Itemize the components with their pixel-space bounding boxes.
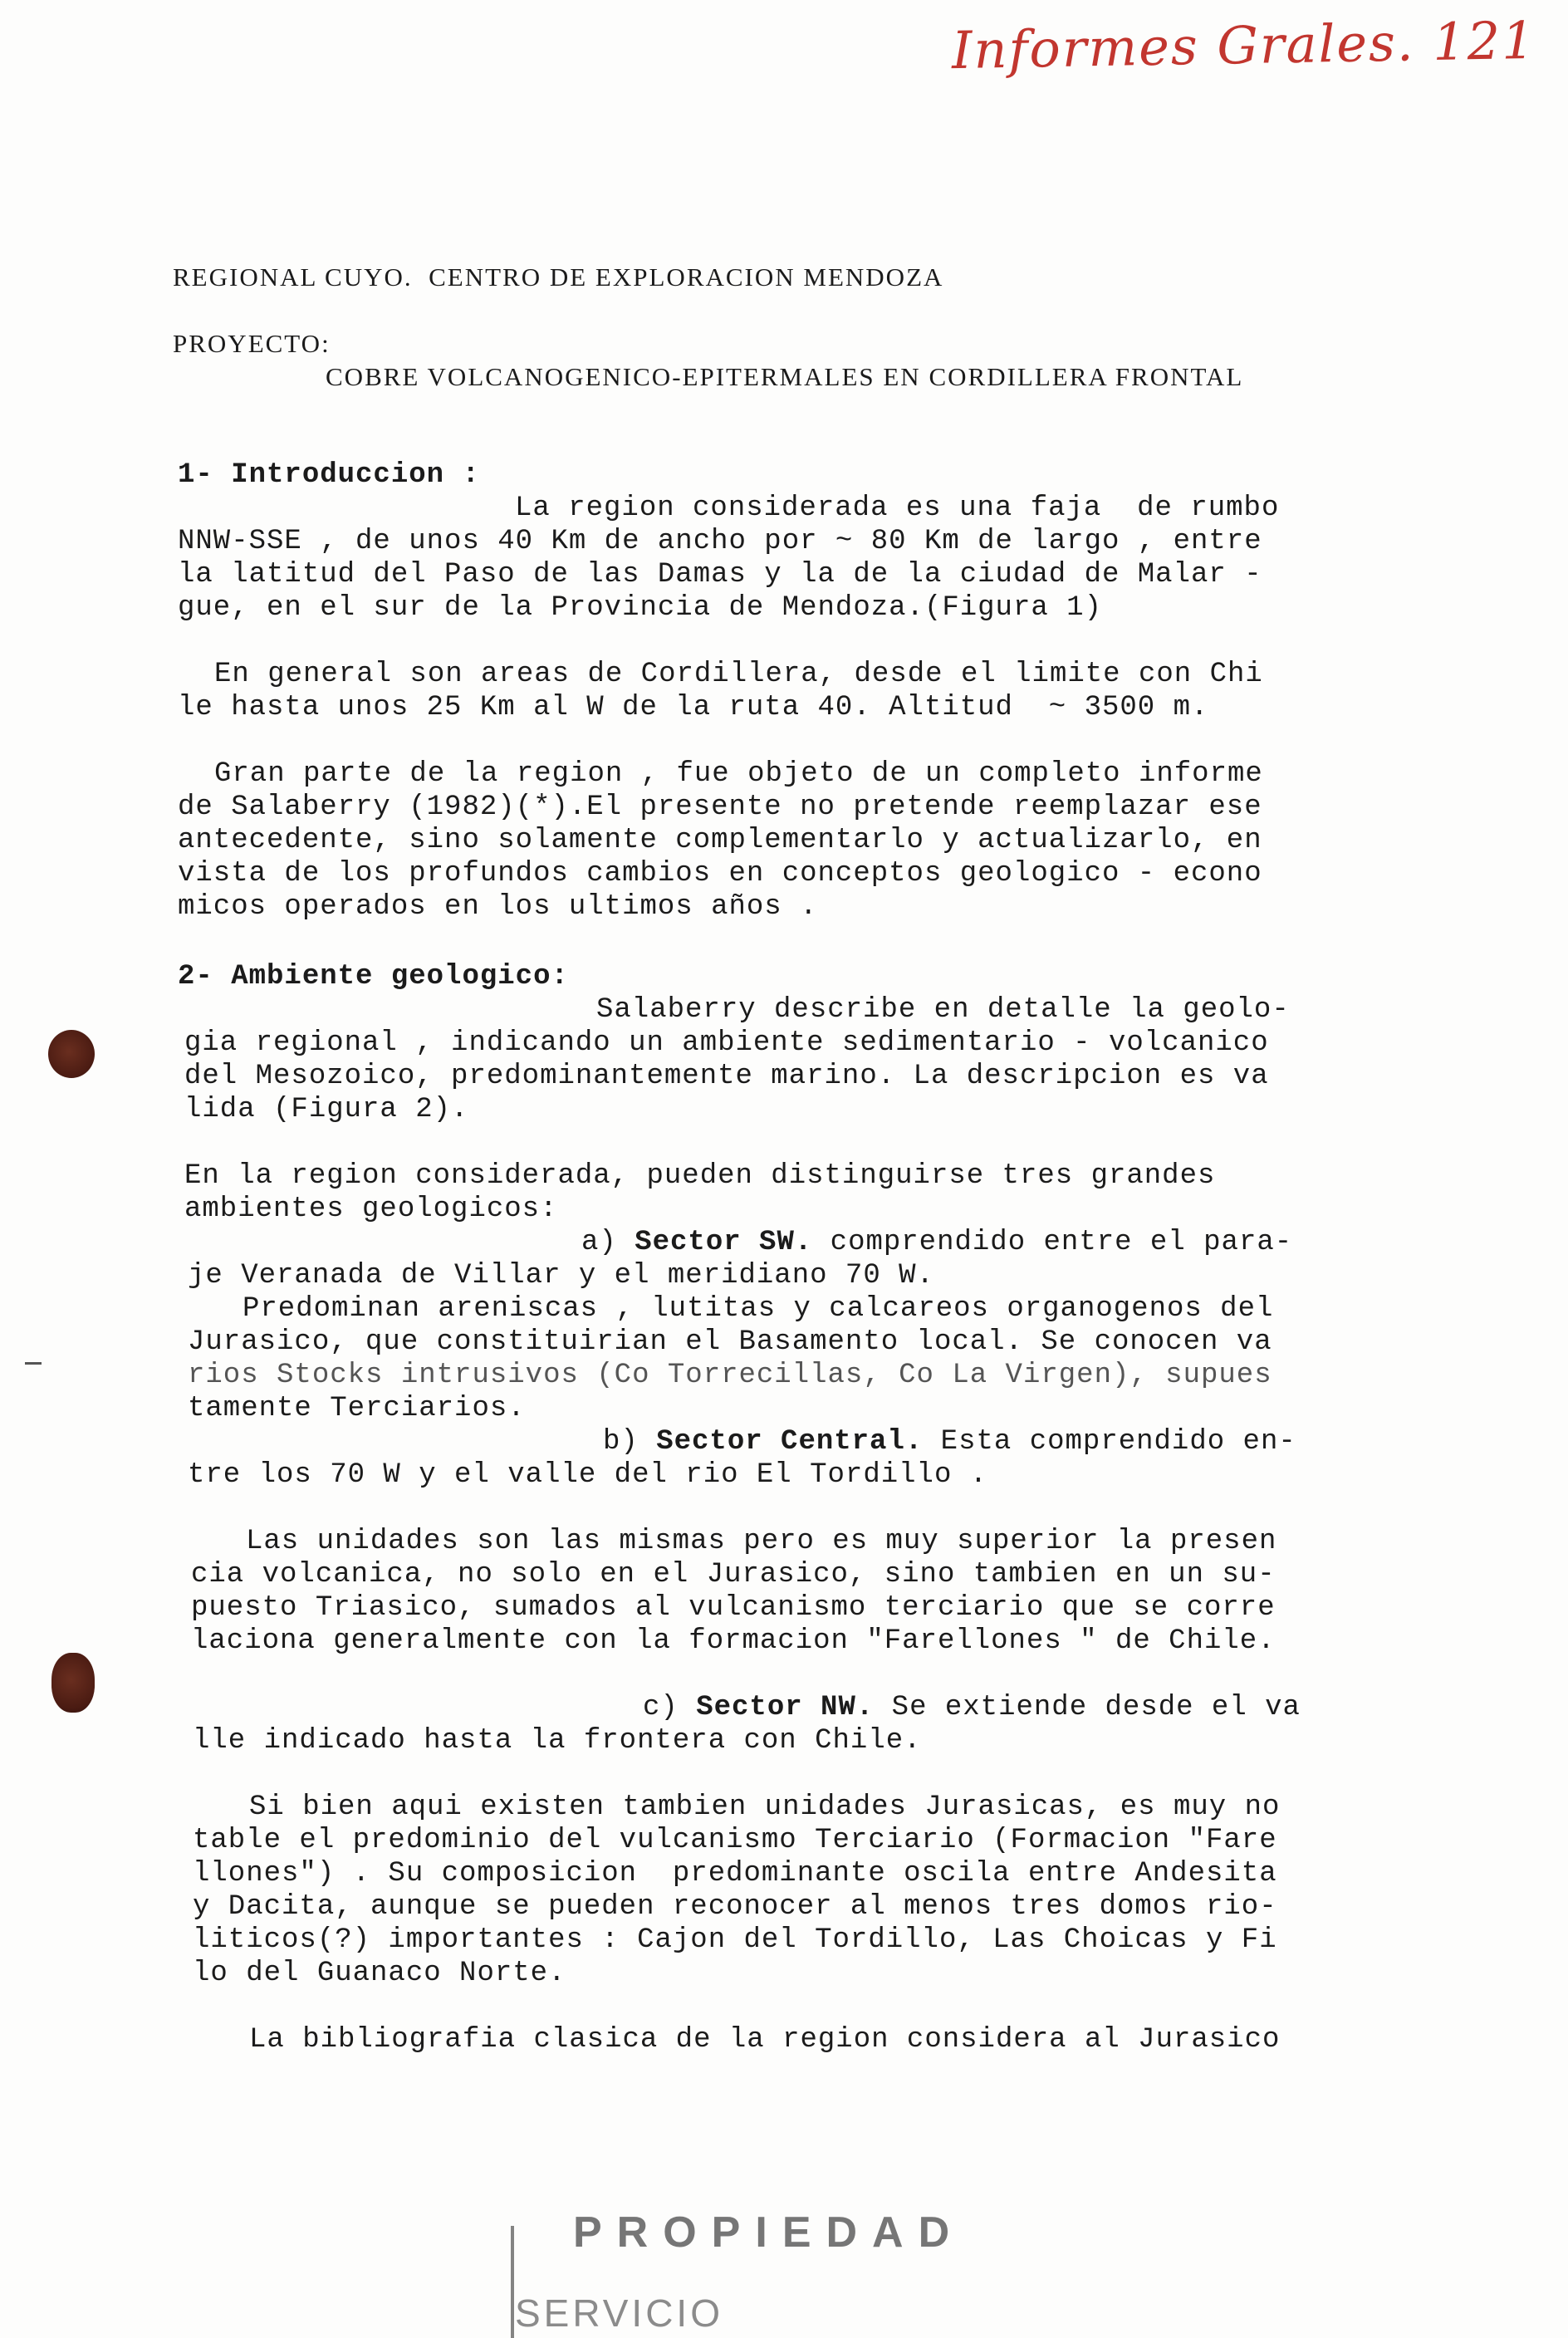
sector-name: Sector Central.	[656, 1426, 924, 1458]
text-line: laciona generalmente con la formacion "Farellones " de Chile.	[191, 1625, 1276, 1657]
text-line: La bibliografia clasica de la region considera al Jurasico	[249, 2024, 1281, 2056]
text-line: cia volcanica, no solo en el Jurasico, sino tambien en un su-	[191, 1559, 1276, 1591]
text-line: La region considerada es una faja de rumbo	[515, 493, 1280, 524]
text-line: puesto Triasico, sumados al vulcanismo terciario que se corre	[191, 1592, 1276, 1624]
text-line: Predominan areniscas , lutitas y calcareos organogenos del	[243, 1293, 1274, 1325]
text-line: table el predominio del vulcanismo Terciario (Formacion "Fare	[193, 1825, 1277, 1856]
margin-mark	[25, 1362, 42, 1365]
text-line: gia regional , indicando un ambiente sedimentario - volcanico	[184, 1027, 1269, 1059]
text-line: ambientes geologicos:	[184, 1194, 558, 1225]
text-line: Gran parte de la region , fue objeto de un completo informe	[214, 758, 1263, 790]
text-line: de Salaberry (1982)(*).El presente no pretende reemplazar ese	[178, 792, 1262, 823]
stamp-subtitle: SERVICIO	[515, 2291, 723, 2335]
sector-text: Se extiende desde el va	[874, 1692, 1301, 1723]
sector-label: b)	[603, 1426, 657, 1458]
text-line: vista de los profundos cambios en conceptos geologico - econo	[178, 858, 1262, 890]
text-line: Jurasico, que constituirian el Basamento local. Se conocen va	[188, 1326, 1272, 1358]
punch-hole-top	[48, 1030, 95, 1078]
punch-hole-bottom	[51, 1653, 95, 1713]
text-line: je Veranada de Villar y el meridiano 70 W.	[188, 1260, 934, 1292]
text-line: gue, en el sur de la Provincia de Mendoza.(Figura 1)	[178, 592, 1102, 624]
text-line: liticos(?) importantes : Cajon del Tordillo, Las Choicas y Fi	[193, 1924, 1277, 1956]
text-line: del Mesozoico, predominantemente marino. La descripcion es va	[184, 1061, 1269, 1092]
text-line: lle indicado hasta la frontera con Chile.	[193, 1725, 922, 1757]
section-heading-intro: 1- Introduccion :	[178, 459, 480, 491]
text-line: la latitud del Paso de las Damas y la de la ciudad de Malar -	[178, 559, 1262, 591]
text-line: micos operados en los ultimos años .	[178, 891, 818, 923]
stamp-border	[511, 2226, 514, 2338]
sector-nw-heading	[643, 1691, 1301, 1724]
text-line: y Dacita, aunque se pueden reconocer al menos tres domos rio-	[193, 1891, 1277, 1923]
text-line: tre los 70 W y el valle del rio El Tordillo .	[188, 1459, 988, 1491]
sector-name: Sector NW.	[696, 1692, 875, 1723]
text-line: lida (Figura 2).	[184, 1094, 469, 1125]
text-line: En la region considerada, pueden distinguirse tres grandes	[184, 1160, 1216, 1192]
header-proyecto-label: PROYECTO:	[173, 329, 331, 358]
text-line: llones") . Su composicion predominante oscila entre Andesita	[193, 1858, 1277, 1890]
text-line: antecedente, sino solamente complementarlo y actualizarlo, en	[178, 825, 1262, 856]
text-line: Salaberry describe en detalle la geolo-	[596, 994, 1290, 1026]
text-line: Si bien aqui existen tambien unidades Jurasicas, es muy no	[249, 1791, 1281, 1823]
sector-text: comprendido entre el para-	[812, 1227, 1293, 1258]
property-stamp	[507, 2193, 972, 2338]
sector-central-heading	[603, 1425, 1296, 1458]
text-line: Las unidades son las mismas pero es muy superior la presen	[246, 1526, 1277, 1557]
text-line: lo del Guanaco Norte.	[193, 1958, 566, 1989]
text-line: En general son areas de Cordillera, desde el limite con Chi	[214, 659, 1263, 690]
stamp-title: PROPIEDAD	[573, 2208, 965, 2257]
text-line: tamente Terciarios.	[188, 1393, 526, 1424]
text-line: NNW-SSE , de unos 40 Km de ancho por ~ 80 Km de largo , entre	[178, 526, 1262, 557]
text-line: le hasta unos 25 Km al W de la ruta 40. Altitud ~ 3500 m.	[178, 692, 1209, 723]
text-line: rios Stocks intrusivos (Co Torrecillas, Co La Virgen), supues	[188, 1360, 1272, 1391]
sector-label: c)	[643, 1692, 697, 1723]
header-proyecto-title: COBRE VOLCANOGENICO-EPITERMALES EN CORDILLERA FRONTAL	[326, 362, 1244, 391]
section-heading-ambiente: 2- Ambiente geologico:	[178, 961, 569, 993]
sector-text: Esta comprendido en-	[923, 1426, 1296, 1458]
sector-name: Sector SW.	[635, 1227, 813, 1258]
sector-sw-heading	[581, 1226, 1292, 1259]
sector-label: a)	[581, 1227, 635, 1258]
handwritten-annotation: Informes Grales. 121	[951, 9, 1537, 81]
header-regional: REGIONAL CUYO. CENTRO DE EXPLORACION MENDOZA	[173, 262, 944, 292]
